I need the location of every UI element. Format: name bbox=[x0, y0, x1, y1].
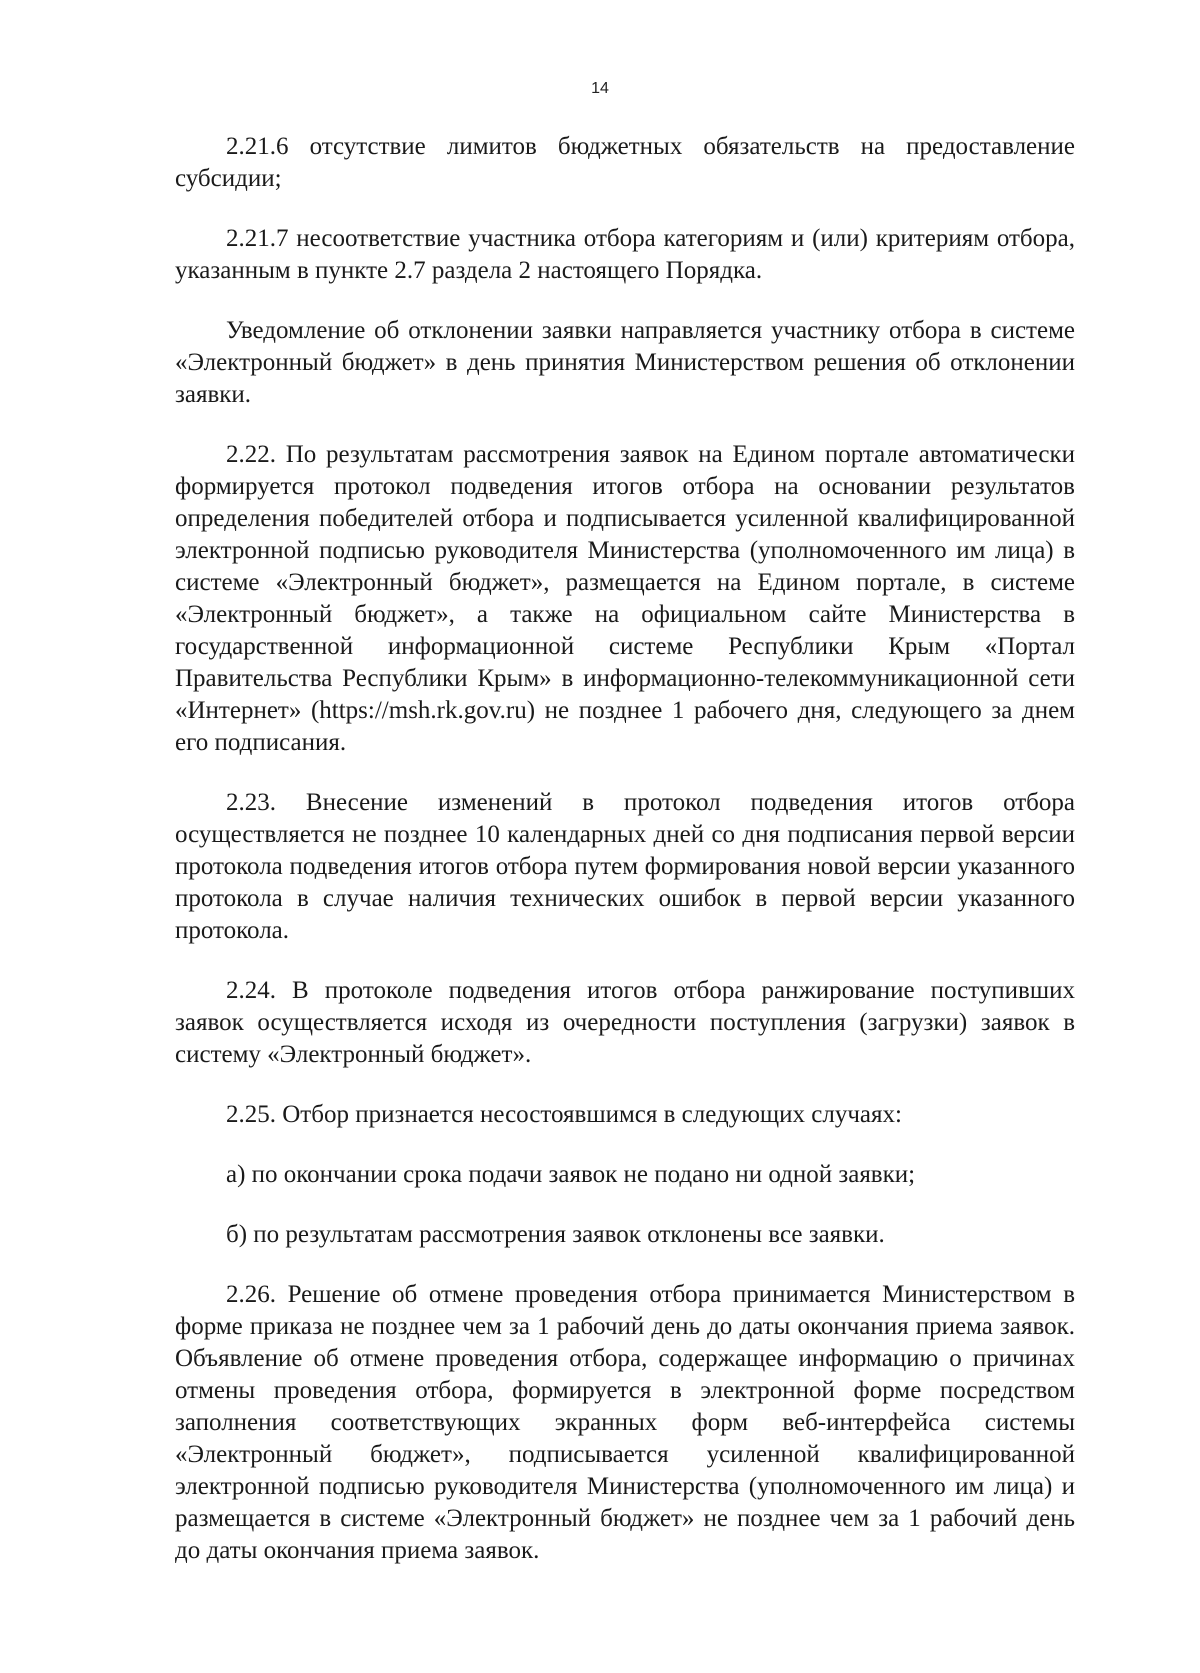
paragraph-2-23: 2.23. Внесение изменений в протокол подведения итогов отбора осуществляется не позднее 10 календарных дней со дня подписания первой версии протокола подведения итогов отбора путем формирования новой версии указанного протокола в случае наличия технических ошибок в первой версии указанного протокола. bbox=[175, 789, 1075, 944]
paragraph-2-26: 2.26. Решение об отмене проведения отбора принимается Министерством в форме приказа не позднее чем за 1 рабочий день до даты окончания приема заявок. Объявление об отмене проведения отбора, содержащее информацию о причинах отмены проведения отбора, формируется в электронной форме посредством заполнения соответствующих экранных форм веб-интерфейса системы «Электронный бюджет», подписывается усиленной квалифицированной электронной подписью руководителя Министерства (уполномоченного им лица) и размещается в системе «Электронный бюджет» не позднее чем за 1 рабочий день до даты окончания приема заявок. bbox=[175, 1281, 1075, 1564]
paragraph-2-21-7: 2.21.7 несоответствие участника отбора категориям и (или) критериям отбора, указанным в пункте 2.7 раздела 2 настоящего Порядка. bbox=[175, 225, 1075, 284]
paragraph-2-24: 2.24. В протоколе подведения итогов отбора ранжирование поступивших заявок осуществляется исходя из очередности поступления (загрузки) заявок в систему «Электронный бюджет». bbox=[175, 977, 1075, 1068]
page-number: 14 bbox=[591, 80, 609, 97]
document-body bbox=[175, 131, 1075, 1567]
paragraph-2-25-b: б) по результатам рассмотрения заявок отклонены все заявки. bbox=[226, 1221, 885, 1248]
paragraph-2-25-a: а) по окончании срока подачи заявок не подано ни одной заявки; bbox=[226, 1161, 916, 1188]
paragraph-rejection-notice: Уведомление об отклонении заявки направляется участнику отбора в системе «Электронный бюджет» в день принятия Министерством решения об отклонении заявки. bbox=[175, 317, 1075, 408]
paragraph-2-21-6: 2.21.6 отсутствие лимитов бюджетных обязательств на предоставление субсидии; bbox=[175, 133, 1075, 192]
paragraph-2-22: 2.22. По результатам рассмотрения заявок на Едином портале автоматически формируется протокол подведения итогов отбора на основании результатов определения победителей отбора и подписывается усиленной квалифицированной электронной подписью руководителя Министерства (уполномоченного им лица) в системе «Электронный бюджет», размещается на Едином портале, в системе «Электронный бюджет», а также на официальном сайте Министерства в государственной информационной системе Республики Крым «Портал Правительства Республики Крым» в информационно-телекоммуникационной сети «Интернет» (https://msh.rk.gov.ru) не позднее 1 рабочего дня, следующего за днем его подписания. bbox=[175, 441, 1075, 756]
paragraph-2-25: 2.25. Отбор признается несостоявшимся в следующих случаях: bbox=[226, 1101, 902, 1128]
